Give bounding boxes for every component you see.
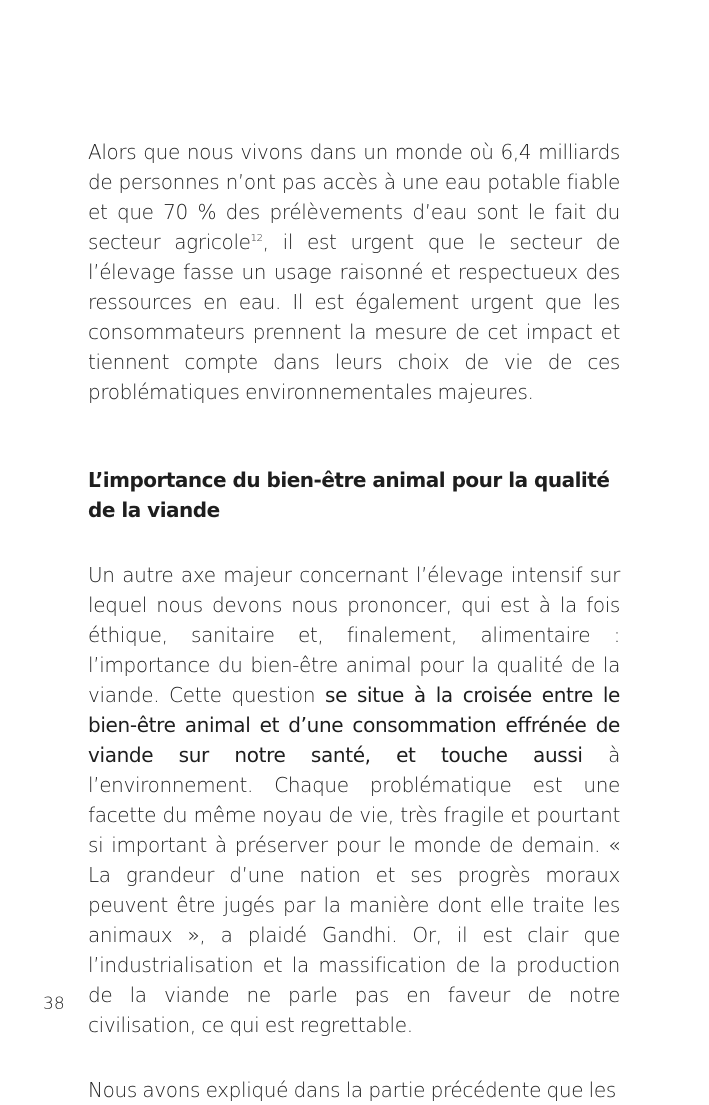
paragraph-text: Un autre axe majeur concernant l’élevage intensif sur lequel nous devons nous prononcer, qui est à la fois éthique, sanitaire et, finalement, alimentaire : l’importance du bien-être animal pour la qualité de la viande. Cette question bbox=[88, 563, 620, 707]
footnote-reference: 12 bbox=[250, 233, 263, 244]
paragraph-animal-welfare bbox=[88, 560, 620, 1040]
bold-emphasis: se situe à la croisée entre le bien-être animal et d’une consommation effrénée de viande sur notre santé, et touche aussi bbox=[88, 683, 620, 767]
paragraph-text: Alors que nous vivons dans un monde où 6,4 milliards de personnes n’ont pas accès à une eau potable fiable et que 70 % des prélèvements d’eau sont le fait du secteur agricole bbox=[88, 140, 620, 254]
paragraph-continued: Nous avons expliqué dans la partie précédente que les bbox=[88, 1078, 616, 1102]
paragraph-water-resources bbox=[88, 137, 620, 407]
paragraph-text: , il est urgent que le secteur de l’élevage fasse un usage raisonné et respectueux des ressources en eau. Il est également urgent que les consommateurs prennent la mesure de cet impact et tiennent compte dans leurs choix de vie de ces problématiques environnementales majeures. bbox=[88, 230, 620, 404]
paragraph-text: à l’environnement. Chaque problématique est une facette du même noyau de vie, très fragile et pourtant si important à préserver pour le monde de demain. « La grandeur d’une nation et ses progrès moraux peuvent être jugés par la manière dont elle traite les animaux », a plaidé Gandhi. Or, il est clair que l’industrialisation et la massification de la production de la viande ne parle pas en faveur de notre civilisation, ce qui est regrettable. bbox=[88, 743, 620, 1037]
section-heading: L’importance du bien-être animal pour la qualité de la viande bbox=[88, 468, 610, 522]
page-number: 38 bbox=[43, 994, 65, 1014]
page-body bbox=[88, 137, 620, 1105]
